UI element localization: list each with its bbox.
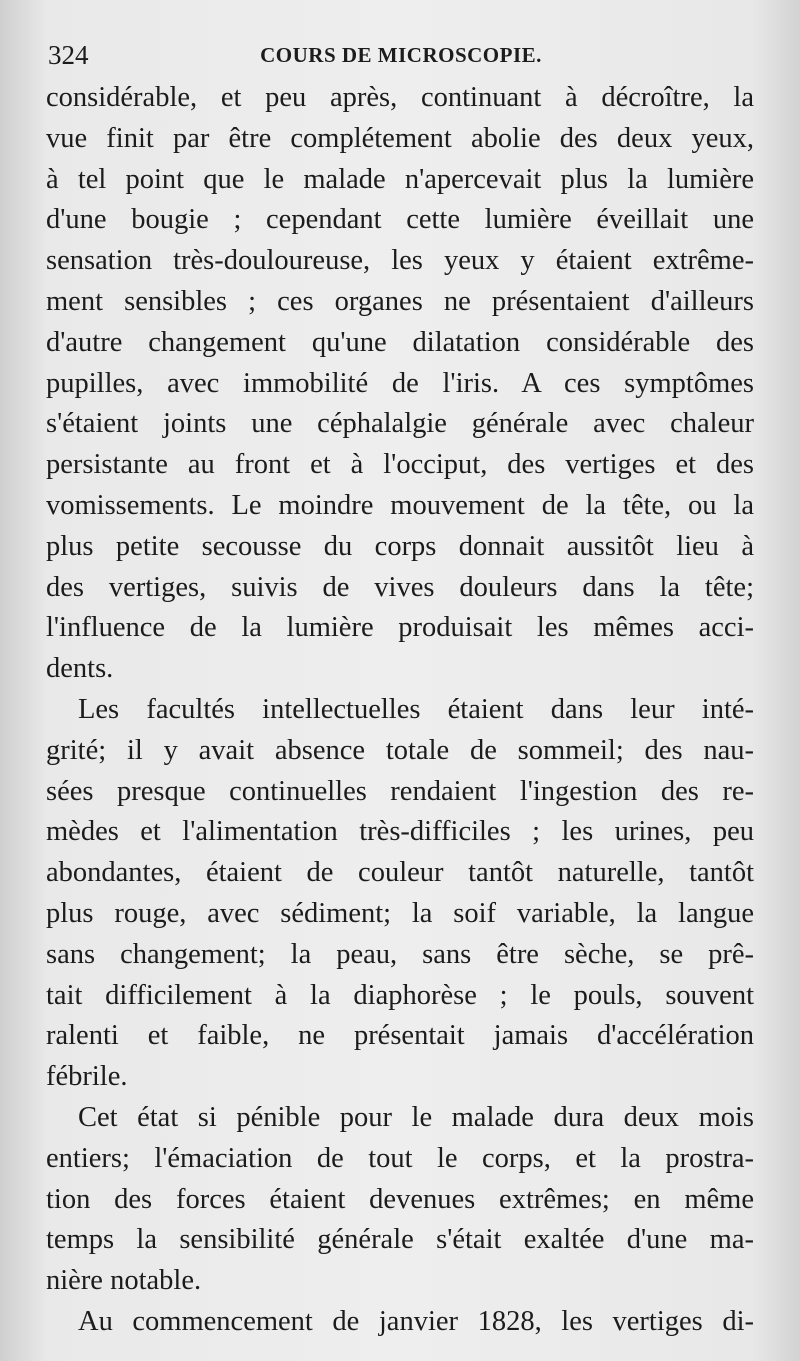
text-line: fébrile. [46,1061,128,1093]
text-line: plus petite secousse du corps donnait aussitôt lieu à [46,530,754,562]
text-line: entiers; l'émaciation de tout le corps, et la prostra- [46,1142,754,1174]
text-line: Au commencement de janvier 1828, les vertiges di- [78,1305,754,1337]
text-line: des vertiges, suivis de vives douleurs dans la tête; [46,571,754,603]
text-line: nière notable. [46,1265,202,1297]
text-line: abondantes, étaient de couleur tantôt naturelle, tantôt [46,857,754,889]
text-line: Cet état si pénible pour le malade dura deux mois [78,1101,754,1133]
text-line: ment sensibles ; ces organes ne présentaient d'ailleurs [46,285,754,317]
text-line: vomissements. Le moindre mouvement de la tête, ou la [46,489,754,521]
text-line: considérable, et peu après, continuant à décroître, la [46,82,754,113]
text-line: grité; il y avait absence totale de sommeil; des nau- [46,734,754,766]
text-line: l'influence de la lumière produisait les mêmes acci- [46,612,754,644]
page-header [48,36,754,74]
text-line: sensation très-douloureuse, les yeux y étaient extrême- [46,245,754,277]
text-line: tait difficilement à la diaphorèse ; le pouls, souvent [46,979,754,1011]
text-line: vue finit par être complétement abolie des deux yeux, [46,122,754,154]
running-head: COURS DE MICROSCOPIE. [260,43,542,67]
text-line: d'autre changement qu'une dilatation considérable des [46,326,754,358]
text-line: Les facultés intellectuelles étaient dans leur inté- [78,693,754,725]
body-text [46,78,754,1343]
page-number: 324 [48,40,89,70]
text-line: temps la sensibilité générale s'était exaltée d'une ma- [46,1224,754,1256]
text-line: sans changement; la peau, sans être sèche, se prê- [46,938,754,970]
text-line: tion des forces étaient devenues extrêmes; en même [46,1183,754,1215]
text-line: pupilles, avec immobilité de l'iris. A ces symptômes [46,367,754,399]
text-line: s'étaient joints une céphalalgie générale avec chaleur [46,408,754,440]
text-line: persistante au front et à l'occiput, des vertiges et des [46,449,754,481]
text-line: d'une bougie ; cependant cette lumière éveillait une [46,204,754,236]
text-line: mèdes et l'alimentation très-difficiles ; les urines, peu [46,816,754,848]
text-line: à tel point que le malade n'apercevait plus la lumière [46,163,754,195]
text-line: sées presque continuelles rendaient l'ingestion des re- [46,775,754,807]
text-line: plus rouge, avec sédiment; la soif variable, la langue [46,897,754,929]
text-line: ralenti et faible, ne présentait jamais d'accélération [46,1020,754,1052]
text-line: dents. [46,653,114,685]
